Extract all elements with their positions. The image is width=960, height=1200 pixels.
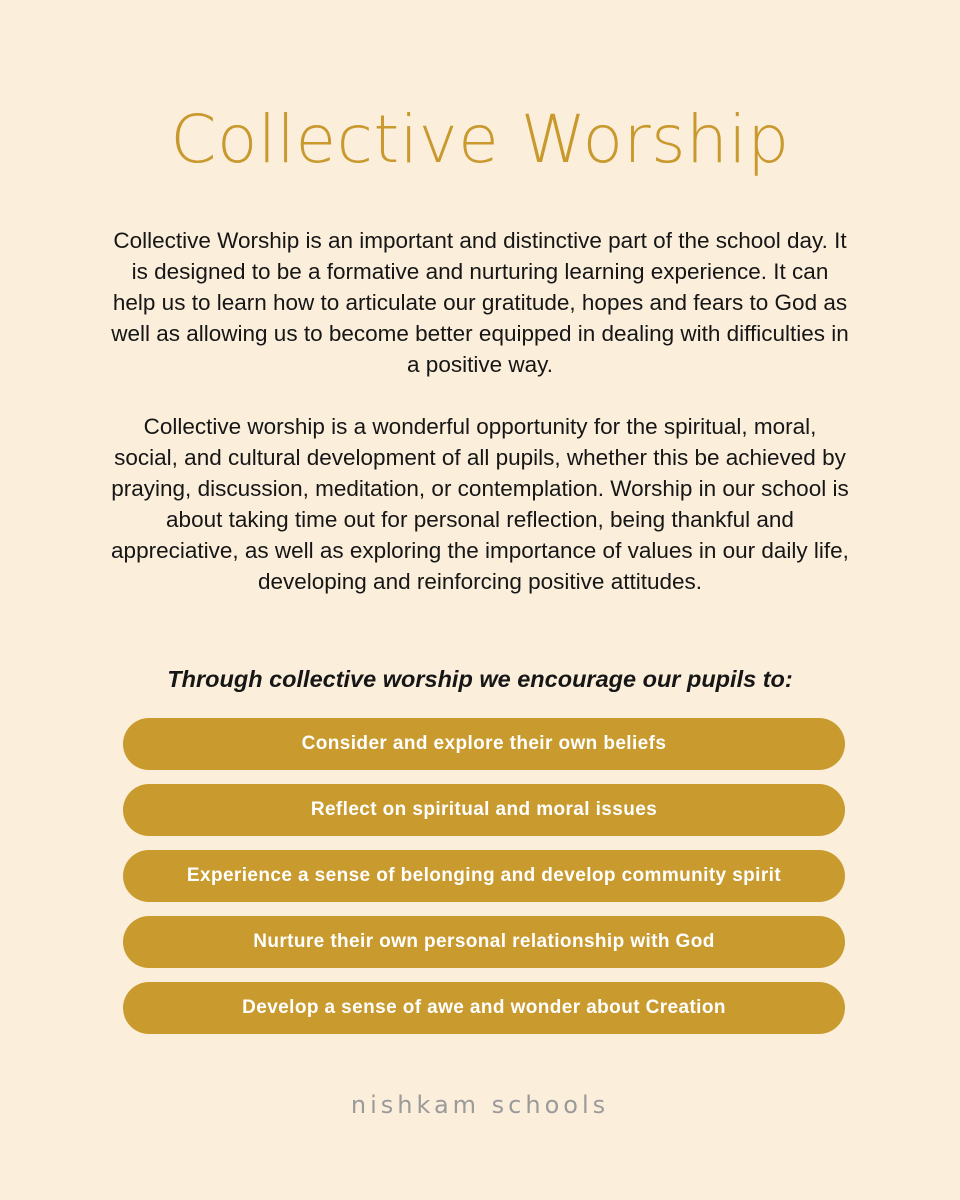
aim-item: Develop a sense of awe and wonder about Creation [123, 982, 845, 1034]
paragraph-opportunity: Collective worship is a wonderful opportunity for the spiritual, moral, social, and cultural development of all pupils, whether this be achieved by praying, discussion, meditation, or contemplation. Worship in our school is about taking time out for personal reflection, being thankful and appreciative, as well as exploring the importance of values in our daily life, developing and reinforcing positive attitudes. [111, 414, 849, 594]
aim-item: Experience a sense of belonging and develop community spirit [123, 850, 845, 902]
aim-item: Reflect on spiritual and moral issues [123, 784, 845, 836]
page-title: Collective Worship [170, 101, 790, 178]
paragraph-intro: Collective Worship is an important and distinctive part of the school day. It is designed to be a formative and nurturing learning experience. It can help us to learn how to articulate our gratitude, hopes and fears to God as well as allowing us to become better equipped in dealing with difficulties in a positive way. [111, 228, 849, 377]
aim-item: Nurture their own personal relationship with God [123, 916, 845, 968]
aims-heading: Through collective worship we encourage our pupils to: [167, 666, 793, 692]
footer-brand: nishkam schools [350, 1091, 610, 1119]
aim-item: Consider and explore their own beliefs [123, 718, 845, 770]
aims-list [123, 718, 845, 1048]
